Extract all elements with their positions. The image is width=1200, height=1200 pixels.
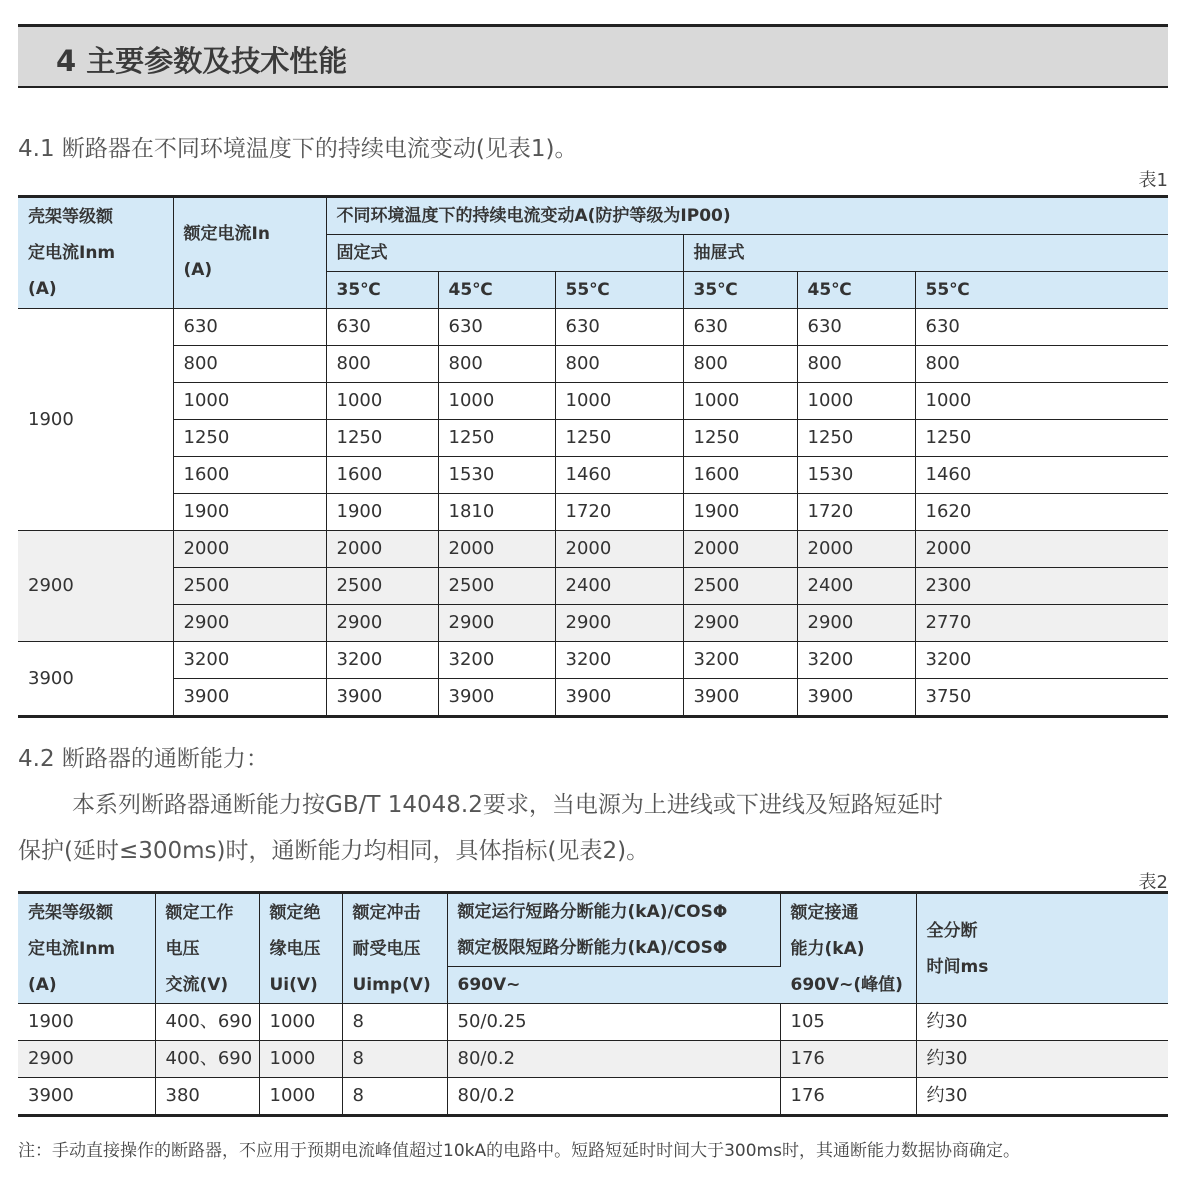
table-cell: 1720 xyxy=(555,494,683,531)
section-title: 4 主要参数及技术性能 xyxy=(56,44,348,78)
table-cell: 1900 xyxy=(326,494,438,531)
table-cell: 630 xyxy=(915,309,1168,346)
t1-header-fixed: 固定式 xyxy=(326,235,683,272)
table-cell: 3200 xyxy=(915,642,1168,679)
table-cell: 3200 xyxy=(438,642,555,679)
table-cell: 1250 xyxy=(555,420,683,457)
table-cell: 2900 xyxy=(438,605,555,642)
table-cell: 2900 xyxy=(18,1041,155,1078)
table-cell: 3200 xyxy=(683,642,797,679)
t1-header-drawout: 抽屉式 xyxy=(683,235,1168,272)
table-cell: 2900 xyxy=(683,605,797,642)
table-cell: 800 xyxy=(797,346,915,383)
table-cell: 630 xyxy=(173,309,326,346)
table-cell: 630 xyxy=(326,309,438,346)
table-row xyxy=(18,346,1168,383)
table-cell: 2900 xyxy=(555,605,683,642)
t1-header-temp: 55℃ xyxy=(915,272,1168,309)
table-cell: 800 xyxy=(173,346,326,383)
table-cell: 3900 xyxy=(797,679,915,717)
t2-header-break-time: 全分断 时间ms xyxy=(916,893,1168,1004)
table-cell: 1000 xyxy=(173,383,326,420)
table-row xyxy=(18,1078,1168,1116)
t2-header-ui: 额定绝 缘电压 Ui(V) xyxy=(259,893,342,1004)
table-cell: 800 xyxy=(683,346,797,383)
table-cell: 2500 xyxy=(173,568,326,605)
table-cell: 3900 xyxy=(173,679,326,717)
table-cell: 2000 xyxy=(173,531,326,568)
table-cell: 2000 xyxy=(683,531,797,568)
table-cell: 1000 xyxy=(797,383,915,420)
table-cell: 2000 xyxy=(326,531,438,568)
t2-header-voltage: 额定工作 电压 交流(V) xyxy=(155,893,259,1004)
table-cell: 2900 xyxy=(797,605,915,642)
table-row xyxy=(18,1004,1168,1041)
table-row xyxy=(18,309,1168,346)
table-cell: 8 xyxy=(342,1004,447,1041)
table-cell: 380 xyxy=(155,1078,259,1116)
t1-header-group: 不同环境温度下的持续电流变动A(防护等级为IP00) xyxy=(326,197,1168,235)
table-cell: 3750 xyxy=(915,679,1168,717)
table-row xyxy=(18,568,1168,605)
table-cell: 630 xyxy=(797,309,915,346)
table-cell: 1600 xyxy=(683,457,797,494)
t1-header-frame: 壳架等级额 定电流Inm (A) xyxy=(18,197,173,309)
table-cell: 630 xyxy=(438,309,555,346)
table-cell: 800 xyxy=(915,346,1168,383)
table-cell: 8 xyxy=(342,1041,447,1078)
table-row xyxy=(18,642,1168,679)
frame-current-cell: 1900 xyxy=(18,309,173,531)
table-cell: 1460 xyxy=(555,457,683,494)
frame-current-cell: 3900 xyxy=(18,642,173,717)
table-row xyxy=(18,1041,1168,1078)
table-row xyxy=(18,494,1168,531)
table-cell: 400、690 xyxy=(155,1041,259,1078)
table-cell: 2500 xyxy=(683,568,797,605)
table-cell: 800 xyxy=(555,346,683,383)
table-cell: 80/0.2 xyxy=(447,1078,780,1116)
table-cell: 1250 xyxy=(915,420,1168,457)
table-cell: 1000 xyxy=(259,1041,342,1078)
table-row xyxy=(18,383,1168,420)
table-row xyxy=(18,420,1168,457)
table-cell: 1900 xyxy=(173,494,326,531)
table-cell: 1600 xyxy=(326,457,438,494)
t2-header-breaking-voltage: 690V~ xyxy=(447,967,780,1004)
table-cell: 1000 xyxy=(555,383,683,420)
table-cell: 3200 xyxy=(797,642,915,679)
t1-header-temp: 45℃ xyxy=(438,272,555,309)
table-cell: 1600 xyxy=(173,457,326,494)
table-cell: 1000 xyxy=(683,383,797,420)
table-cell: 1900 xyxy=(18,1004,155,1041)
table-cell: 1250 xyxy=(173,420,326,457)
table2-label: 表2 xyxy=(1138,872,1168,893)
table-cell: 3200 xyxy=(555,642,683,679)
table-cell: 1250 xyxy=(326,420,438,457)
table-cell: 1530 xyxy=(797,457,915,494)
table-cell: 50/0.25 xyxy=(447,1004,780,1041)
t1-header-temp: 55℃ xyxy=(555,272,683,309)
table-cell: 176 xyxy=(780,1078,916,1116)
table-cell: 3900 xyxy=(683,679,797,717)
table-cell: 3900 xyxy=(438,679,555,717)
table-cell: 1000 xyxy=(438,383,555,420)
paragraph-line-1: 本系列断路器通断能力按GB/T 14048.2要求，当电源为上进线或下进线及短路短延时 xyxy=(72,792,943,818)
table-cell: 2400 xyxy=(555,568,683,605)
table-cell: 1000 xyxy=(915,383,1168,420)
t1-header-temp: 35℃ xyxy=(683,272,797,309)
table1-label: 表1 xyxy=(1138,170,1168,191)
table-cell: 2000 xyxy=(438,531,555,568)
table-cell: 800 xyxy=(326,346,438,383)
table-cell: 1460 xyxy=(915,457,1168,494)
section-header xyxy=(18,24,1168,88)
table-cell: 3900 xyxy=(555,679,683,717)
table-cell: 105 xyxy=(780,1004,916,1041)
table-row xyxy=(18,679,1168,717)
table-cell: 630 xyxy=(683,309,797,346)
table-cell: 2000 xyxy=(797,531,915,568)
table-cell: 2300 xyxy=(915,568,1168,605)
table-cell: 1000 xyxy=(259,1004,342,1041)
table-cell: 1900 xyxy=(683,494,797,531)
t2-header-frame: 壳架等级额 定电流Inm (A) xyxy=(18,893,155,1004)
table-cell: 3900 xyxy=(326,679,438,717)
table-cell: 2000 xyxy=(555,531,683,568)
t1-header-rated: 额定电流In (A) xyxy=(173,197,326,309)
table-cell: 约30 xyxy=(916,1078,1168,1116)
table-cell: 3200 xyxy=(326,642,438,679)
table-cell: 176 xyxy=(780,1041,916,1078)
table-cell: 2400 xyxy=(797,568,915,605)
table-cell: 1000 xyxy=(259,1078,342,1116)
table-cell: 1000 xyxy=(326,383,438,420)
table-cell: 2770 xyxy=(915,605,1168,642)
footnote: 注：手动直接操作的断路器，不应用于预期电流峰值超过10kA的电路中。短路短延时时间大于300ms时，其通断能力数据协商确定。 xyxy=(18,1141,1020,1161)
table-cell: 1250 xyxy=(797,420,915,457)
table-cell: 1720 xyxy=(797,494,915,531)
t2-header-making: 额定接通 能力(kA) 690V~(峰值) xyxy=(780,893,916,1004)
heading-4-2: 4.2 断路器的通断能力： xyxy=(18,746,269,772)
table-row xyxy=(18,531,1168,568)
table-cell: 800 xyxy=(438,346,555,383)
table-row xyxy=(18,605,1168,642)
table-cell: 约30 xyxy=(916,1041,1168,1078)
table-cell: 2500 xyxy=(438,568,555,605)
table-cell: 2000 xyxy=(915,531,1168,568)
table-cell: 8 xyxy=(342,1078,447,1116)
frame-current-cell: 2900 xyxy=(18,531,173,642)
table-1 xyxy=(18,195,1168,718)
table-cell: 400、690 xyxy=(155,1004,259,1041)
t2-header-breaking: 额定运行短路分断能力(kA)/COSΦ 额定极限短路分断能力(kA)/COSΦ xyxy=(447,893,780,967)
table-row xyxy=(18,457,1168,494)
table-cell: 1810 xyxy=(438,494,555,531)
t1-header-temp: 45℃ xyxy=(797,272,915,309)
table-cell: 3200 xyxy=(173,642,326,679)
table-cell: 1250 xyxy=(683,420,797,457)
table-cell: 2900 xyxy=(326,605,438,642)
table-cell: 1250 xyxy=(438,420,555,457)
table-cell: 约30 xyxy=(916,1004,1168,1041)
table-2 xyxy=(18,891,1168,1117)
table-cell: 3900 xyxy=(18,1078,155,1116)
table-cell: 2500 xyxy=(326,568,438,605)
table-cell: 1620 xyxy=(915,494,1168,531)
table-cell: 1530 xyxy=(438,457,555,494)
paragraph-line-2: 保护(延时≤300ms)时，通断能力均相同，具体指标(见表2)。 xyxy=(18,838,650,864)
heading-4-1: 4.1 断路器在不同环境温度下的持续电流变动(见表1)。 xyxy=(18,136,578,162)
t2-header-uimp: 额定冲击 耐受电压 Uimp(V) xyxy=(342,893,447,1004)
t1-header-temp: 35℃ xyxy=(326,272,438,309)
table-cell: 2900 xyxy=(173,605,326,642)
table-cell: 80/0.2 xyxy=(447,1041,780,1078)
table-cell: 630 xyxy=(555,309,683,346)
